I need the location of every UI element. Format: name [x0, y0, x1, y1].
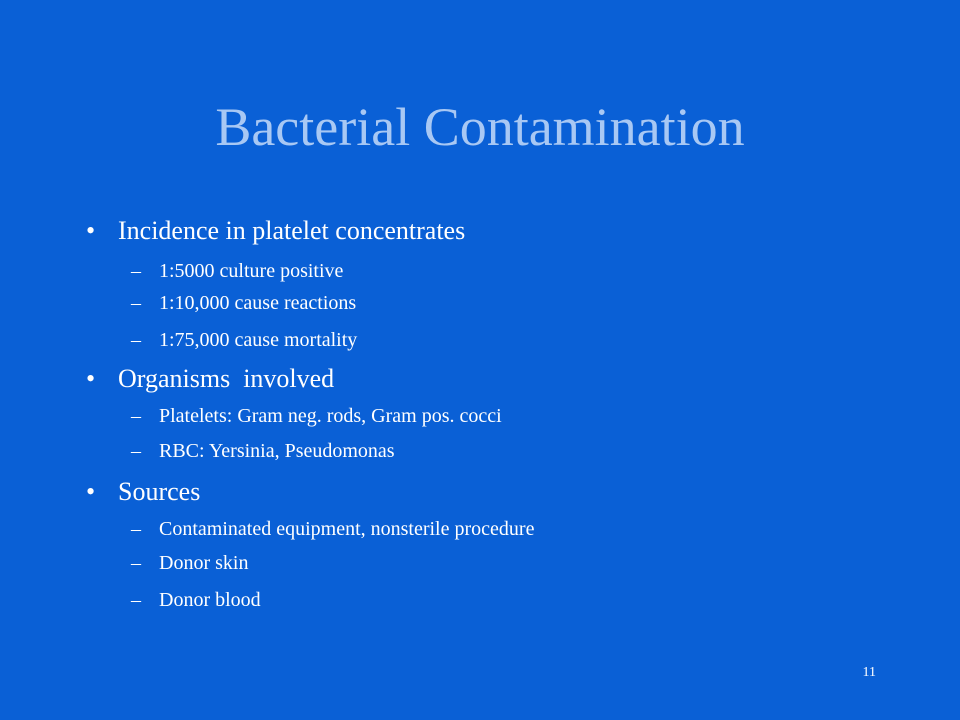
- sub-bullet-text: 1:5000 culture positive: [159, 260, 344, 282]
- sub-bullet-text: Contaminated equipment, nonsterile procedure: [159, 518, 535, 540]
- dash-glyph: –: [131, 552, 141, 574]
- dash-glyph: –: [131, 329, 141, 351]
- dash-glyph: –: [131, 405, 141, 427]
- bullet-glyph: •: [86, 364, 96, 393]
- bullet-text: Sources: [118, 477, 201, 506]
- bullet-glyph: •: [86, 477, 96, 506]
- dash-glyph: –: [131, 292, 141, 314]
- dash-glyph: –: [131, 518, 141, 540]
- sub-bullet-text: Platelets: Gram neg. rods, Gram pos. cocci: [159, 405, 502, 427]
- sub-bullet-text: Donor blood: [159, 589, 261, 611]
- slide-number: 11: [862, 665, 876, 680]
- dash-glyph: –: [131, 440, 141, 462]
- bullet-text: Incidence in platelet concentrates: [118, 216, 466, 245]
- slide-title: Bacterial Contamination: [215, 97, 745, 157]
- sub-bullet-text: Donor skin: [159, 552, 249, 574]
- bullet-glyph: •: [86, 216, 96, 245]
- dash-glyph: –: [131, 589, 141, 611]
- bullet-text: Organisms involved: [118, 364, 335, 393]
- sub-bullet-text: RBC: Yersinia, Pseudomonas: [159, 440, 395, 462]
- sub-bullet-text: 1:75,000 cause mortality: [159, 329, 358, 351]
- sub-bullet-text: 1:10,000 cause reactions: [159, 292, 357, 314]
- dash-glyph: –: [131, 260, 141, 282]
